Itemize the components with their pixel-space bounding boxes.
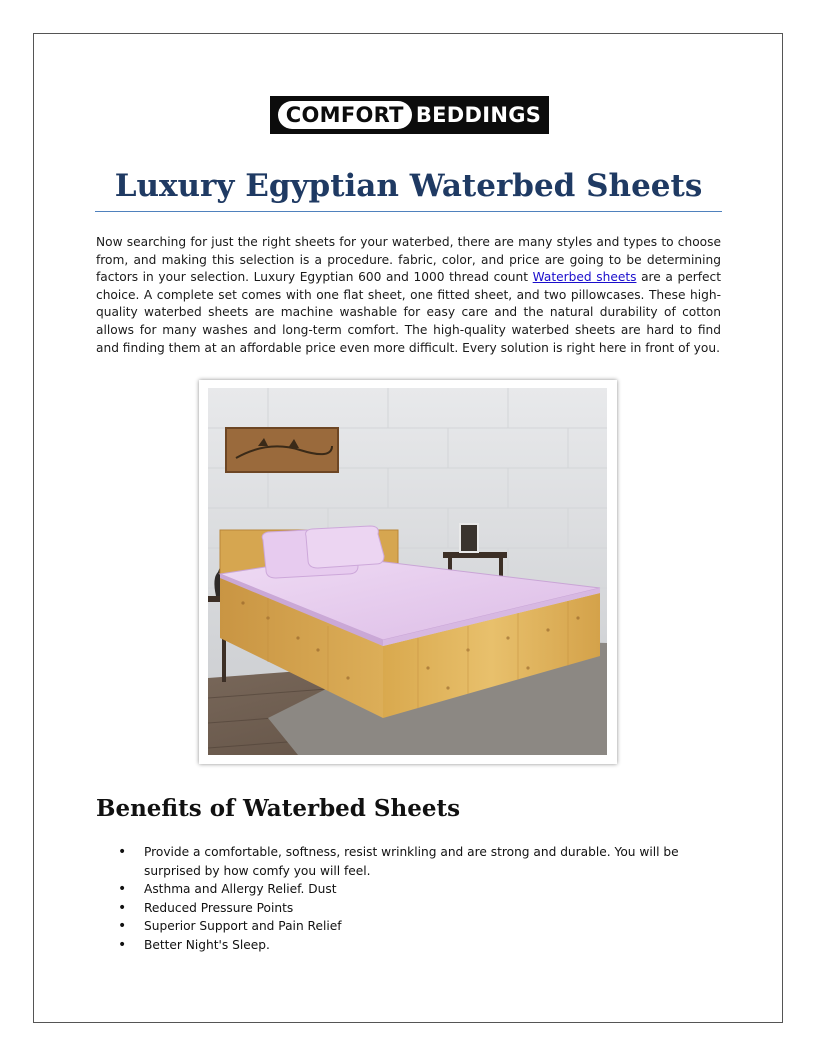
list-item: • Reduced Pressure Points (96, 899, 696, 918)
logo-word-beddings: BEDDINGS (415, 103, 542, 127)
list-item: • Superior Support and Pain Relief (96, 917, 696, 936)
benefits-list (96, 843, 696, 955)
intro-text-before-link: Now searching for just the right sheets for your waterbed, there are many styles and types to choose from, and making this selection is a procedure. fabric, color, and price are going to be determining factors in your selection. Luxury Egyptian 600 and 1000 thread count (96, 235, 721, 285)
list-item: • Provide a comfortable, softness, resist wrinkling and are strong and durable. You will be surprised by how comfy you will feel. (96, 843, 696, 880)
intro-paragraph (96, 234, 721, 357)
pillow-front (306, 526, 384, 568)
photo-frame-decor (460, 524, 478, 552)
waterbed-sheets-link[interactable]: Waterbed sheets (532, 270, 637, 285)
waterbed-photo (208, 388, 607, 755)
list-item: • Asthma and Allergy Relief. Dust (96, 880, 696, 899)
logo-word-comfort: COMFORT (278, 101, 412, 129)
product-photo-frame (199, 380, 617, 764)
benefits-heading: Benefits of Waterbed Sheets (96, 795, 461, 822)
wall-art-panel (226, 428, 338, 472)
intro-text-after-link: are a perfect choice. A complete set comes with one flat sheet, one fitted sheet, and two pillowcases. These high-quality waterbed sheets are machine washable for easy care and the natural durability of cotton allows for many washes and long-term comfort. The high-quality waterbed sheets are hard to find and finding them at an affordable price even more difficult. Every solution is right here in front of you. (96, 270, 721, 355)
comfort-beddings-logo (270, 96, 549, 134)
page-title: Luxury Egyptian Waterbed Sheets (114, 168, 703, 204)
list-item: • Better Night's Sleep. (96, 936, 696, 955)
title-underline-rule (95, 211, 722, 212)
